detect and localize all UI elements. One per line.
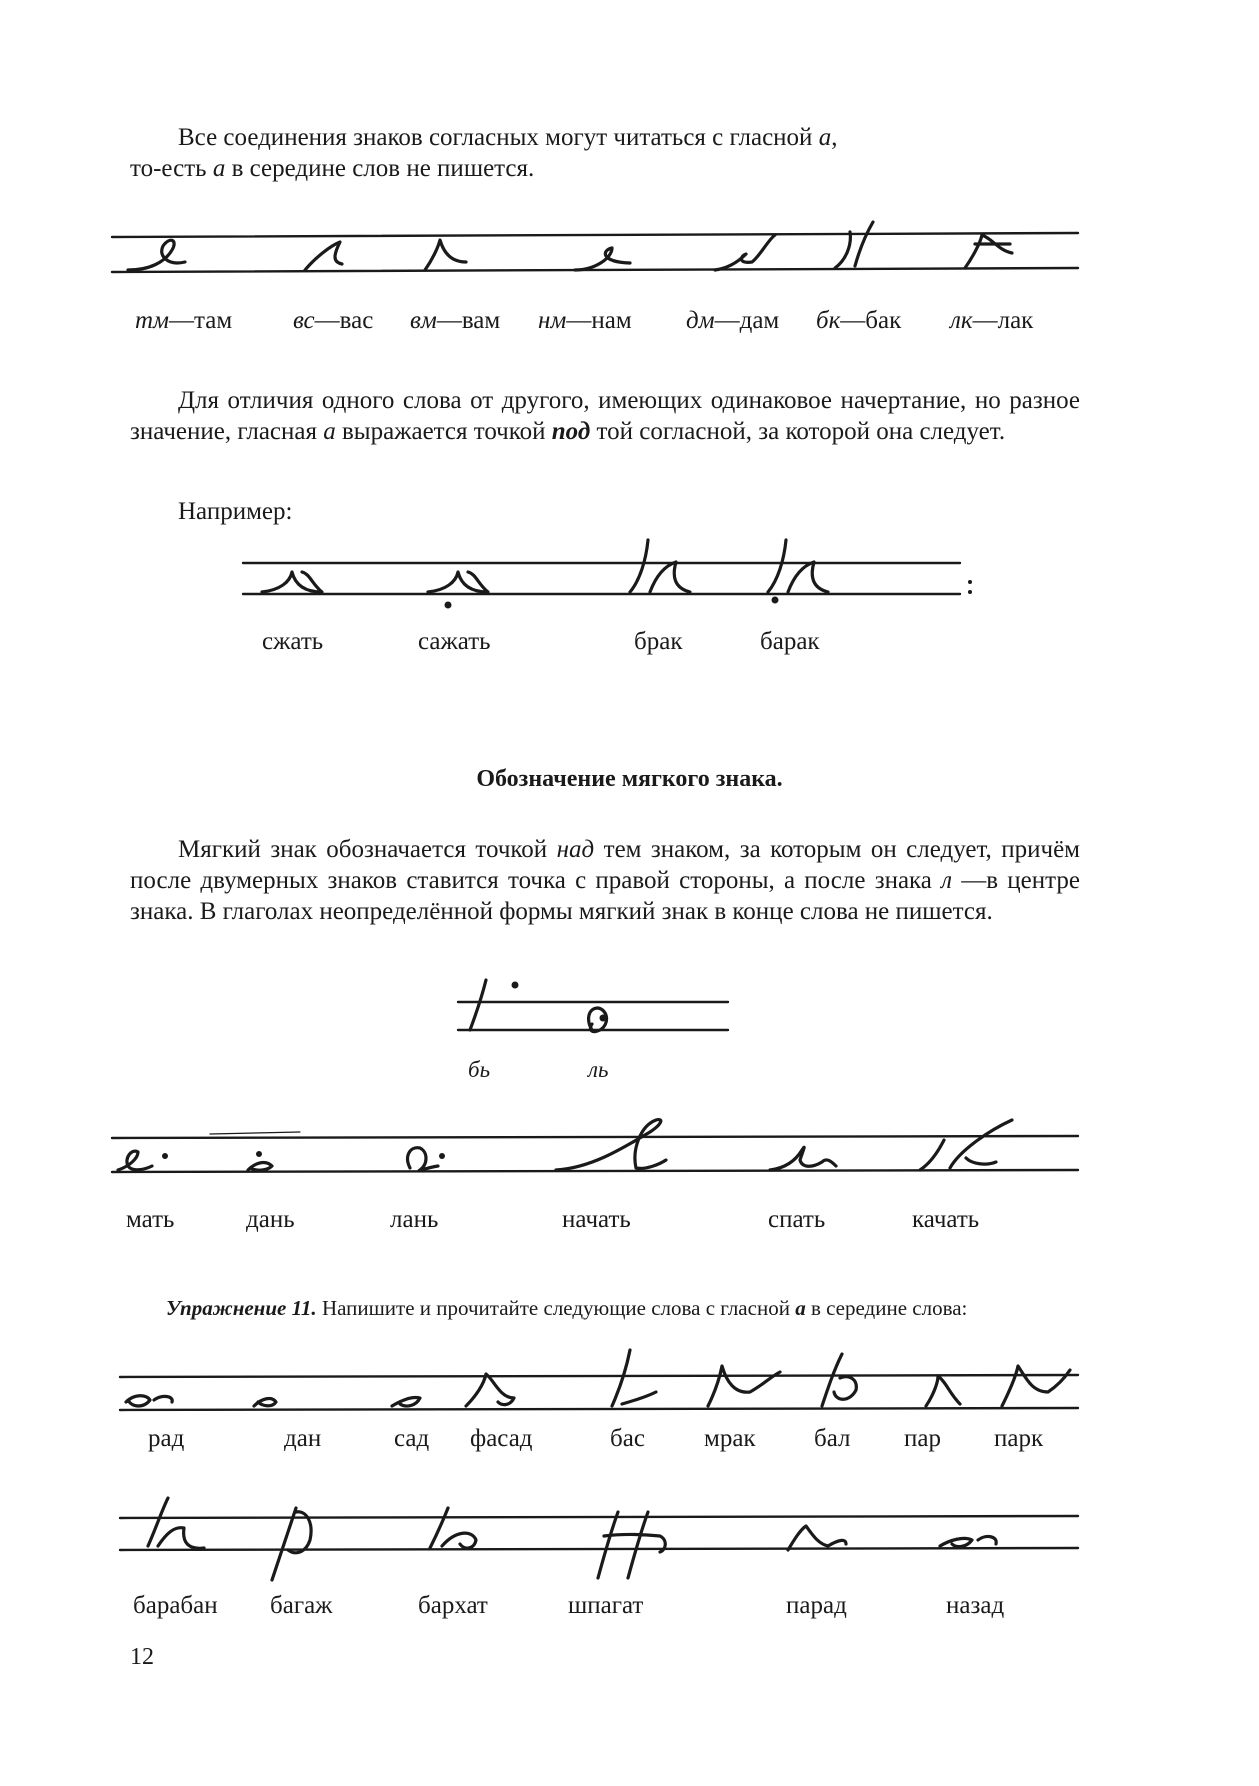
pair-vs: вс—вас [293, 307, 374, 334]
exercise-word: рад [148, 1425, 185, 1452]
soft-example-b: бь [468, 1057, 491, 1082]
soft-word-dan: дань [246, 1206, 295, 1233]
intro-text-2b: в середине слов не пишется. [225, 155, 535, 182]
exercise-word: сад [394, 1425, 430, 1452]
exercise-word: парад [786, 1592, 847, 1619]
vowel-a-3: a [323, 418, 336, 445]
exercise-title: Упражнение 11. [166, 1296, 317, 1320]
intro-comma: , [831, 124, 838, 151]
intro-text-2a: то-есть [130, 155, 213, 182]
intro-text-1: Все соединения знаков согласных могут читаться с гласной [178, 124, 819, 151]
word-pod: под [551, 418, 591, 445]
shorthand-nazad [940, 1537, 996, 1547]
soft-sign-paragraph: Мягкий знак обозначается точкой над тем знаком, за которым он следует, причём после двумерных знаков ставится точка с правой стороны, а после знака л —в центре знака. В глаголах неопределённой формы мягкий знак в конце слова не пишется. [130, 836, 1080, 925]
exercise-word: барабан [133, 1592, 218, 1619]
soft-word-mat: мать [126, 1206, 175, 1233]
exercise-word: бархат [418, 1592, 488, 1619]
example-label: Например: [178, 498, 293, 525]
exercise-word: назад [946, 1592, 1005, 1619]
page-number: 12 [130, 1644, 154, 1670]
soft-word-spat: спать [768, 1206, 826, 1233]
shorthand-shpagat [598, 1512, 665, 1578]
soft-word-nachat: начать [562, 1206, 631, 1233]
example-word-sazhat: сажать [418, 628, 491, 655]
exercise-word: багаж [270, 1592, 333, 1619]
exercise-word: бал [814, 1425, 851, 1452]
exercise-word: мрак [704, 1425, 756, 1452]
vowel-a-1: a [818, 124, 832, 151]
soft-word-kachat: качать [912, 1206, 980, 1233]
exercise-word: пар [904, 1425, 941, 1452]
shorthand-parad [788, 1526, 846, 1550]
exercise-vowel: а [795, 1296, 806, 1320]
pair-bk: бк—бак [816, 307, 902, 334]
sign-l: л [941, 867, 953, 894]
distinction-paragraph: Для отличия одного слова от другого, имеющих одинаковое начертание, но разное значение, гласная a выражается точкой под той согласной, за которой она следует. [130, 387, 1080, 445]
soft-example-l: ль [588, 1057, 609, 1082]
shorthand-baraban [148, 1498, 204, 1548]
example-word-brak: брак [634, 628, 683, 655]
exercise-word: парк [994, 1425, 1044, 1452]
pair-lk: лк—лак [950, 307, 1034, 334]
exercise-word: дан [284, 1425, 322, 1452]
pair-dm: дм—дам [686, 307, 780, 334]
example-word-barak: барак [760, 628, 820, 655]
exercise-word: бас [610, 1425, 645, 1452]
example-word-szhat: сжать [262, 628, 324, 655]
vowel-a-2: a [212, 155, 226, 182]
pair-tm: тм—там [135, 307, 233, 334]
soft-word-lan: лань [390, 1206, 439, 1233]
word-nad: над [556, 836, 595, 863]
exercise-word: фасад [470, 1425, 533, 1452]
pair-vm: вм—вам [410, 307, 501, 334]
pair-nm: нм—нам [538, 307, 632, 334]
shorthand-barkhat [430, 1508, 476, 1548]
exercise-word: шпагат [568, 1592, 644, 1619]
section-heading: Обозначение мягкого знака. [476, 766, 783, 792]
exercise-instruction: Упражнение 11. Напишите и прочитайте следующие слова с гласной а в середине слова: [166, 1296, 968, 1320]
